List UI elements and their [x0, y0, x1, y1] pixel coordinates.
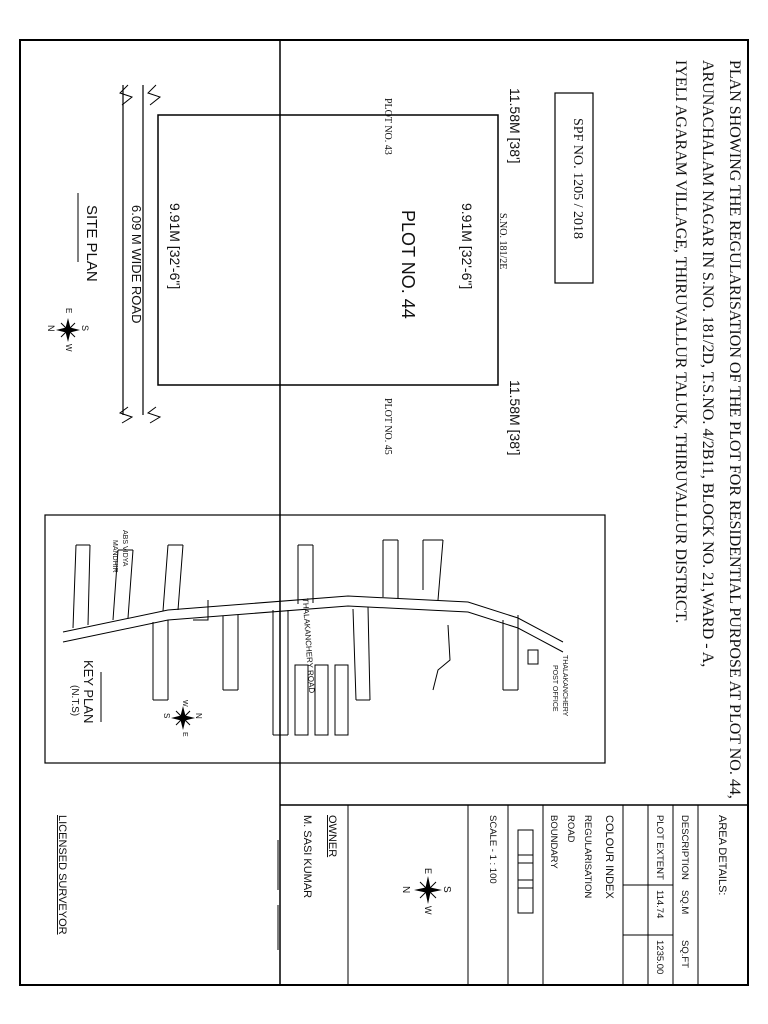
- post-office-label-2: POST OFFICE: [551, 665, 558, 712]
- school-label-1: ABS VIDYA: [121, 530, 128, 567]
- row-plot-extent: PLOT EXTENT: [654, 815, 665, 880]
- row-plot-sqft: 1235.00: [654, 940, 665, 975]
- row-plot-sqm: 114.74: [654, 890, 665, 919]
- plot-44-label: PLOT NO. 44: [398, 210, 418, 319]
- key-compass-w: W: [181, 700, 188, 707]
- left-dimension: 9.91M [32'-6"]: [167, 203, 183, 290]
- road-break-left: [148, 85, 160, 105]
- plot-44-outline: [158, 115, 498, 385]
- colour-road: ROAD: [565, 815, 576, 843]
- licensed-surveyor-label: LICENSED SURVEYOR: [56, 815, 68, 935]
- site-compass-w: W: [64, 344, 73, 352]
- scale-label: SCALE - 1 : 100: [487, 815, 498, 884]
- site-compass-s: S: [80, 325, 90, 332]
- road-label: 6.09 M WIDE ROAD: [129, 205, 144, 324]
- key-compass-s: S: [162, 713, 171, 719]
- school-label-2: MANDHIR: [111, 540, 118, 573]
- road-break-right-2: [120, 407, 132, 423]
- title-compass-n: N: [400, 886, 411, 894]
- site-compass-n: N: [46, 325, 56, 332]
- east-neighbor: S.NO. 181/2E: [497, 213, 508, 270]
- title-compass-rose: [414, 876, 442, 904]
- key-compass-rose: [171, 706, 195, 730]
- key-compass-n: N: [194, 713, 203, 719]
- colour-boundary: BOUNDARY: [548, 815, 559, 869]
- site-compass-e: E: [64, 308, 73, 314]
- colour-index-heading: COLOUR INDEX: [603, 815, 615, 899]
- title-line-1: PLAN SHOWING THE REGULARISATION OF THE PLOT FOR RESIDENTIAL PURPOSE AT PLOT NO. 44,: [726, 60, 743, 799]
- title-line-3: IYELI AGARAM VILLAGE, THIRUVALLUR TALUK, THIRUVALLUR DISTRICT.: [672, 60, 689, 624]
- site-plan-heading: SITE PLAN: [83, 205, 100, 282]
- sheet-border: [20, 40, 748, 985]
- road-break-right: [148, 407, 160, 423]
- site-compass-rose: [56, 318, 80, 342]
- key-plan-frame: [45, 515, 605, 763]
- col-sqft: SQ.FT: [679, 940, 690, 968]
- right-dimension: 9.91M [32'-6"]: [459, 203, 475, 290]
- top-dimension: 11.58M [38']: [507, 88, 523, 164]
- title-line-2: ARUNACHALAM NAGAR IN S.NO. 181/2D, T.S.NO. 4/2B11, BLOCK NO. 21,WARD - A,: [699, 60, 716, 668]
- owner-name: M. SASI KUMAR: [301, 815, 313, 899]
- key-plan-roads: [63, 540, 563, 735]
- title-compass-e: E: [423, 868, 433, 875]
- plot-43-neighbor: PLOT NO. 43: [382, 98, 393, 155]
- key-compass-e: E: [181, 732, 188, 737]
- col-description: DESCRIPTION: [679, 815, 690, 880]
- bottom-dimension: 11.58M [38']: [507, 380, 523, 456]
- col-sqm: SQ.M: [679, 890, 690, 915]
- key-plan-note: (N.T.S): [69, 685, 80, 717]
- key-plan-heading: KEY PLAN: [81, 660, 96, 724]
- area-details-heading: AREA DETAILS:: [716, 815, 728, 896]
- plot-45-neighbor: PLOT NO. 45: [382, 398, 393, 455]
- road-break-left-2: [120, 85, 132, 105]
- owner-label: OWNER: [326, 815, 338, 858]
- title-compass-w: W: [423, 906, 433, 915]
- thalakanchery-road-label: THALAKANCHERY ROAD: [300, 597, 317, 694]
- colour-regularisation: REGULARISATION: [582, 815, 593, 899]
- title-compass-s: S: [441, 886, 452, 893]
- spf-number: SPF NO. 1205 / 2018: [570, 118, 585, 239]
- post-office-label-1: THALAKANCHERY: [561, 655, 568, 717]
